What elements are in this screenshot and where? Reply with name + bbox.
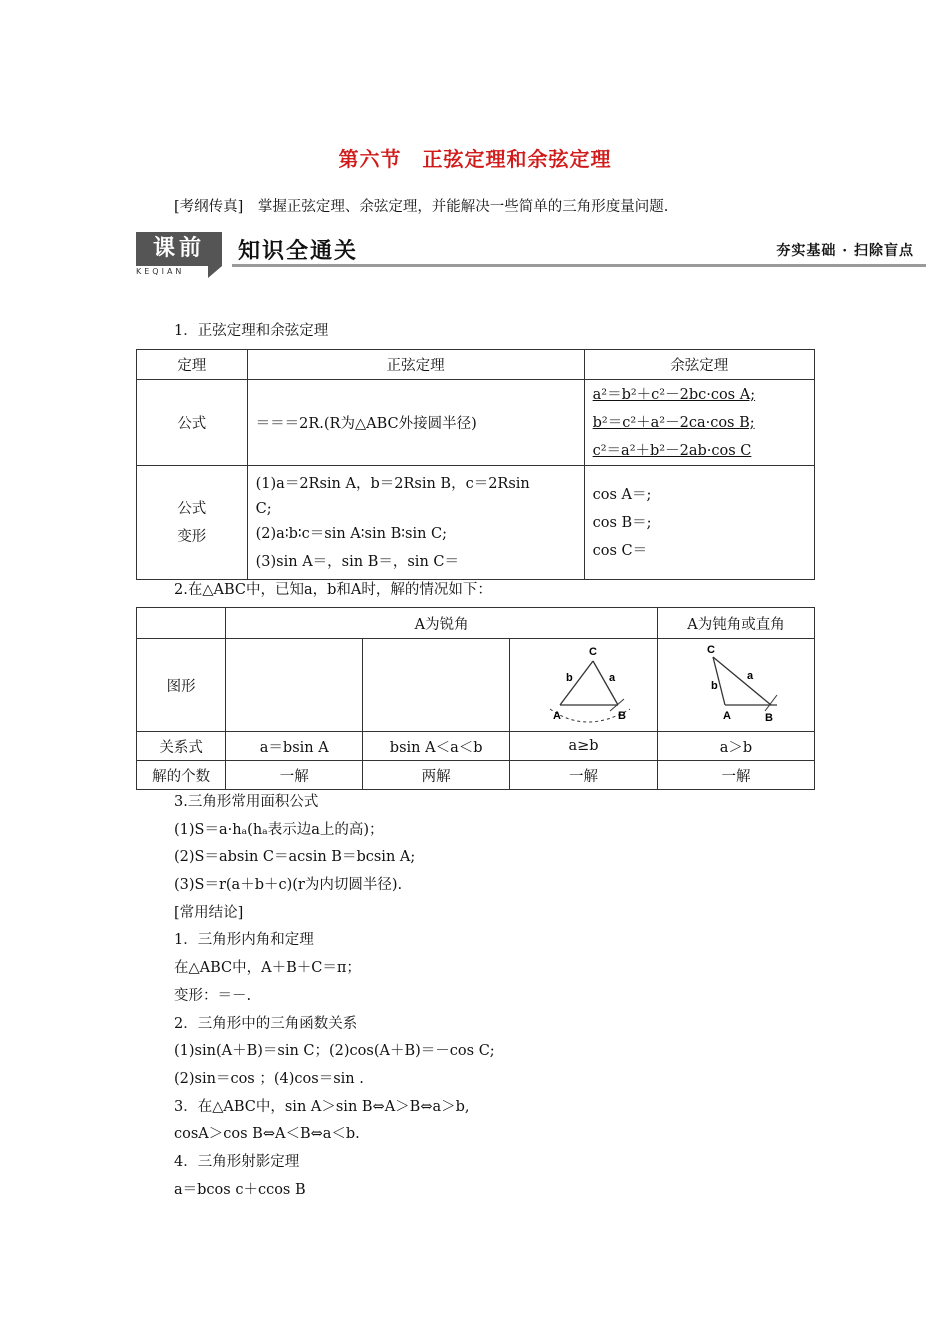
banner-triangle	[208, 266, 222, 278]
cos-formula: b²＝c²＋a²－2ca·cos B;	[592, 414, 755, 431]
vertex-label: C	[588, 646, 597, 658]
table-row	[137, 761, 815, 790]
figure-cell	[658, 639, 815, 732]
table-cell: a＝bsin A	[226, 732, 363, 761]
text-line: (3)S＝r(a＋b＋c)(r为内切圆半径).	[174, 877, 403, 894]
cos-variant: cos C＝	[592, 542, 648, 559]
theorem-table	[136, 349, 815, 580]
section2-heading: 2.在△ABC中，已知a，b和A时，解的情况如下：	[174, 582, 492, 598]
triangle-figure-acute	[514, 639, 654, 727]
table-cell: 关系式	[137, 732, 226, 761]
table-cell: A为锐角	[226, 608, 658, 639]
table-row	[137, 350, 815, 380]
text-line: [常用结论]	[174, 904, 244, 921]
figure-cell	[510, 639, 658, 732]
section1-heading: 1．正弦定理和余弦定理	[174, 323, 329, 339]
sine-variant: C;	[255, 500, 272, 517]
triangle-figure-obtuse	[661, 639, 811, 727]
text-line: 3．在△ABC中，sin A＞sin B⇔A＞B⇔a＞b,	[174, 1098, 470, 1115]
table-row	[137, 639, 815, 732]
sine-variant-cell	[247, 466, 584, 580]
table-cell: 一解	[658, 761, 815, 790]
table-row	[137, 732, 815, 761]
figure-cell	[226, 639, 363, 732]
cos-formula: c²＝a²＋b²－2ab·cos C	[592, 442, 752, 459]
text-line: (2)S＝absin C＝acsin B＝bcsin A;	[174, 849, 416, 866]
table-cell	[137, 608, 226, 639]
sine-formula-cell: ＝＝＝2R.(R为△ABC外接圆半径)	[247, 380, 584, 466]
table-cell: 一解	[226, 761, 363, 790]
text-line: 4．三角形射影定理	[174, 1153, 300, 1170]
text-line: 变形：＝－.	[174, 987, 252, 1004]
row-label: 变形	[177, 528, 207, 545]
vertex-label: B	[765, 712, 773, 724]
figure-cell	[363, 639, 510, 732]
sine-variant: (3)sin A＝，sin B＝，sin C＝	[255, 553, 459, 570]
text-line: a＝bcos c＋ccos B	[174, 1181, 306, 1198]
side-label: b	[711, 680, 718, 692]
side-label: b	[565, 672, 573, 684]
text-line: 3.三角形常用面积公式	[174, 794, 319, 810]
text-line: 在△ABC中，A＋B＋C＝π；	[174, 960, 361, 977]
cos-formula: a²＝b²＋c²－2bc·cos A;	[592, 386, 756, 403]
vertex-label: A	[723, 710, 731, 722]
table-cell	[137, 466, 248, 580]
banner-sub: KEQIAN	[136, 267, 185, 276]
section-banner	[136, 232, 926, 278]
text-line: (1)sin(A＋B)＝sin C；(2)cos(A＋B)＝－cos C;	[174, 1043, 495, 1060]
solutions-table	[136, 607, 815, 790]
text-line: cosA＞cos B⇔A＜B⇔a＜b.	[174, 1126, 360, 1143]
banner-rule	[232, 264, 926, 267]
cos-variant: cos B＝;	[592, 514, 652, 531]
text-line: (2)sin＝cos ；(4)cos＝sin .	[174, 1070, 364, 1087]
table-cell: a＞b	[658, 732, 815, 761]
side-label: a	[747, 670, 754, 682]
table-cell: 解的个数	[137, 761, 226, 790]
table-cell: 公式	[137, 380, 248, 466]
table-cell: bsin A＜a＜b	[363, 732, 510, 761]
banner-box: 课前	[136, 232, 222, 266]
text-line: 1．三角形内角和定理	[174, 932, 314, 949]
table-cell: 两解	[363, 761, 510, 790]
table-cell: 图形	[137, 639, 226, 732]
cosine-variant-cell	[584, 466, 814, 580]
page-title: 第六节 正弦定理和余弦定理	[338, 147, 612, 171]
cosine-formula-cell	[584, 380, 814, 466]
table-cell: 正弦定理	[247, 350, 584, 380]
text-line: 2．三角形中的三角函数关系	[174, 1015, 358, 1032]
vertex-label: B	[617, 710, 626, 722]
table-row	[137, 466, 815, 580]
table-row	[137, 380, 815, 466]
row-label: 公式	[177, 500, 207, 517]
table-cell: 定理	[137, 350, 248, 380]
section3-body	[174, 792, 495, 1207]
sine-variant: (2)a∶b∶c＝sin A∶sin B∶sin C;	[255, 525, 448, 542]
side-label: a	[608, 672, 615, 684]
table-cell: 一解	[510, 761, 658, 790]
text-line: (1)S＝a·hₐ(hₐ表示边a上的高)；	[174, 821, 384, 838]
table-cell: 余弦定理	[584, 350, 814, 380]
table-row	[137, 608, 815, 639]
syllabus-note: [考纲传真] 掌握正弦定理、余弦定理，并能解决一些简单的三角形度量问题.	[174, 199, 669, 215]
vertex-label: C	[707, 644, 715, 656]
table-cell: A为钝角或直角	[658, 608, 815, 639]
sine-variant: (1)a＝2Rsin A，b＝2Rsin B，c＝2Rsin	[255, 475, 530, 492]
table-cell: a≥b	[510, 732, 658, 761]
banner-main: 知识全通关	[238, 239, 359, 264]
vertex-label: A	[552, 710, 561, 722]
cos-variant: cos A＝;	[592, 486, 652, 503]
banner-right: 夯实基础 · 扫除盲点	[776, 243, 914, 259]
